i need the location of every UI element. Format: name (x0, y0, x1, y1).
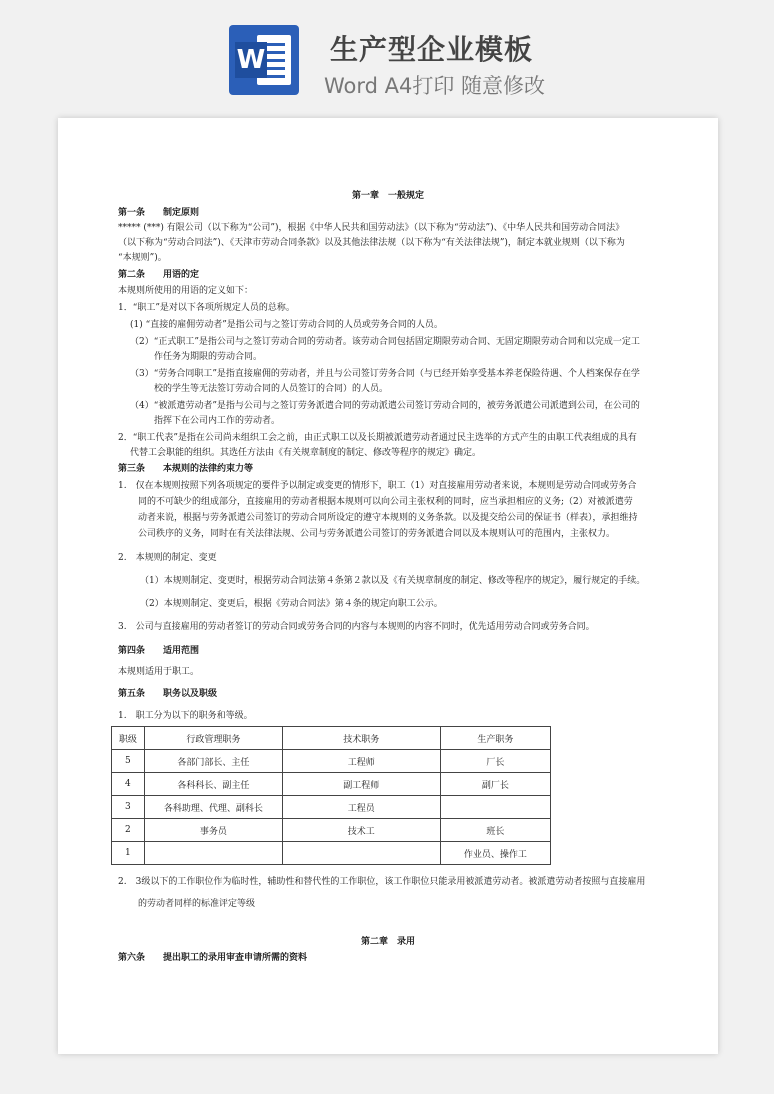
article-3-item: 2. 本规则的制定、变更 (118, 553, 217, 563)
article-2-subitem: 校的学生等无法签订劳动合同的人员签订的合同）的人员。 (154, 384, 389, 394)
table-header-row (112, 727, 551, 750)
table-row (112, 750, 551, 773)
word-letter: W (235, 42, 267, 78)
article-5-item: 1. 职工分为以下的职务和等级。 (118, 711, 253, 721)
table-header: 技术职务 (282, 727, 440, 750)
banner-subtitle: Word A4打印 随意修改 (324, 74, 546, 98)
article-1-heading: 第一条 制定原则 (118, 208, 200, 218)
table-row (112, 842, 551, 865)
chapter-2-title: 第二章 录用 (360, 937, 415, 947)
article-5-item: 的劳动者同样的标准评定等级 (138, 899, 256, 909)
article-2-subitem: （4）“被派遣劳动者”是指与公司与之签订劳务派遣合同的劳动派遣公司签订劳动合同的，被劳务派遣公司派遣到公司，在公司的 (130, 401, 640, 411)
table-cell: 5 (112, 750, 145, 773)
article-2-item: 2．“职工代表”是指在公司尚未组织工会之前，由正式职工以及长期被派遣劳动者通过民主选举的方式产生的由职工代表组成的具有 (118, 433, 637, 443)
table-header: 职级 (112, 727, 145, 750)
article-1-text: （以下称为“劳动合同法”)、《天津市劳动合同条款》以及其他法律法规（以下称为“有关法律法规”)，制定本就业规则（以下称为 (118, 238, 625, 248)
table-cell: 副厂长 (440, 773, 550, 796)
article-3-item: 同的不可缺少的组成部分，直接雇用的劳动者根据本规则可以向公司主张权利的同时，应当承担相应的义务;（2）对被派遣劳 (138, 497, 633, 507)
grade-table (111, 726, 551, 865)
table-cell: 工程师 (282, 750, 440, 773)
article-3-item: 动者来说，根据与劳务派遣公司签订的劳动合同所设定的遵守本规则的义务条款。以及提交给公司的保证书（样表），承担维持 (138, 513, 638, 523)
table-cell: 各科科长、副主任 (144, 773, 282, 796)
article-2-subitem: （3）“劳务合同职工”是指直接雇佣的劳动者，并且与公司签订劳务合同（与已经开始享受基本养老保险待遇、个人档案保存在学 (130, 369, 640, 379)
table-header: 生产职务 (440, 727, 550, 750)
table-cell: 班长 (440, 819, 550, 842)
chapter-1-title: 第一章 一般规定 (351, 191, 424, 201)
article-4-heading: 第四条 适用范围 (118, 646, 200, 656)
article-3-subitem: （1）本规则制定、变更时，根据劳动合同法第４条第２款以及《有关规章制度的制定、修改等程序的规定》，履行规定的手续。 (140, 576, 646, 586)
table-cell (144, 842, 282, 865)
table-row (112, 796, 551, 819)
article-2-item: 代替工会职能的组织。其选任方法由《有关规章制度的制定、修改等程序的规定》确定。 (130, 448, 482, 458)
article-3-subitem: （2）本规则制定、变更后，根据《劳动合同法》第４条的规定向职工公示。 (140, 599, 443, 609)
table-cell: 2 (112, 819, 145, 842)
banner (0, 0, 774, 118)
word-logo-icon (229, 25, 299, 95)
table-cell: 作业员、操作工 (440, 842, 550, 865)
article-1-text: ***** (***) 有限公司（以下称为“公司”)，根据《中华人民共和国劳动法》（以下称为“劳动法”)、《中华人民共和国劳动合同法》 (118, 223, 625, 233)
article-4-text: 本规则适用于职工。 (118, 667, 200, 677)
article-3-item: 3. 公司与直接雇用的劳动者签订的劳动合同或劳务合同的内容与本规则的内容不同时，优先适用劳动合同或劳务合同。 (118, 622, 595, 632)
article-3-item: 1. 仅在本规则按照下列各项规定的要件予以制定或变更的情形下，职工（1）对直接雇用劳动者来说，本规则是劳动合同或劳务合 (118, 481, 637, 491)
article-3-item: 公司秩序的义务，同时在有关法律法规、公司与劳务派遣公司签订的劳务派遣合同以及本规则认可的范围内，主张权力。 (138, 529, 616, 539)
table-cell: 3 (112, 796, 145, 819)
article-5-heading: 第五条 职务以及职级 (118, 689, 218, 699)
article-2-subitem: 作任务为期限的劳动合同。 (154, 352, 263, 362)
table-cell: 事务员 (144, 819, 282, 842)
article-2-subitem: (1) “直接的雇佣劳动者”是指公司与之签订劳动合同的人员或劳务合同的人员。 (130, 320, 443, 330)
table-cell: 1 (112, 842, 145, 865)
table-cell: 副工程师 (282, 773, 440, 796)
table-row (112, 773, 551, 796)
article-2-subitem: 指挥下在公司内工作的劳动者。 (154, 416, 281, 426)
table-cell: 4 (112, 773, 145, 796)
banner-title: 生产型企业模板 (330, 33, 534, 66)
table-cell: 厂长 (440, 750, 550, 773)
article-2-item: 1．“职工”是对以下各项所规定人员的总称。 (118, 303, 295, 313)
table-cell (440, 796, 550, 819)
table-cell: 各部门部长、主任 (144, 750, 282, 773)
article-2-heading: 第二条 用语的定 (118, 270, 200, 280)
table-cell: 技术工 (282, 819, 440, 842)
table-cell (282, 842, 440, 865)
table-header: 行政管理职务 (144, 727, 282, 750)
article-1-text: “本规则”)。 (118, 253, 167, 263)
table-row (112, 819, 551, 842)
table-cell: 工程员 (282, 796, 440, 819)
article-6-heading: 第六条 提出职工的录用审查申请所需的资料 (118, 953, 308, 963)
article-2-intro: 本规则所使用的用语的定义如下： (118, 286, 254, 296)
article-3-heading: 第三条 本规则的法律约束力等 (118, 464, 254, 474)
table-cell: 各科助理、代理、副科长 (144, 796, 282, 819)
article-5-item: 2. 3级以下的工作职位作为临时性，辅助性和替代性的工作职位，该工作职位只能录用被派遣劳动者。被派遣劳动者按照与直接雇用 (118, 877, 646, 887)
article-2-subitem: （2）“正式职工”是指公司与之签订劳动合同的劳动者。该劳动合同包括固定期限劳动合同、无固定期限劳动合同和以完成一定工 (130, 337, 640, 347)
document-page (58, 118, 718, 1054)
